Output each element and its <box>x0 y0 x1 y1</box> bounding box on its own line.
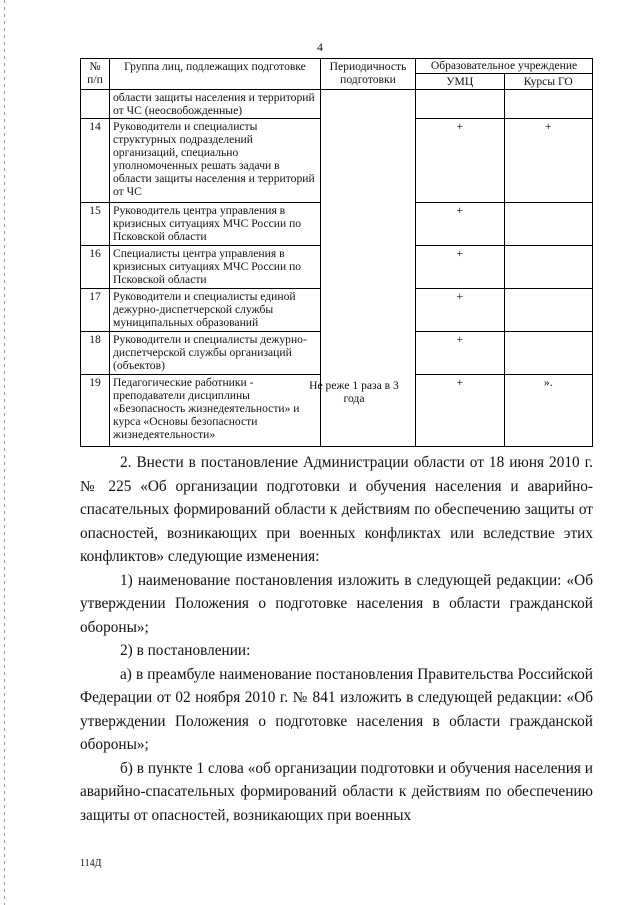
row-num: 16 <box>81 246 110 289</box>
table-header-row <box>81 59 593 74</box>
row-num: 18 <box>81 332 110 375</box>
period-text: Не реже 1 раза в 3 года <box>309 379 399 405</box>
row-go: ». <box>504 375 593 447</box>
row-num: 15 <box>81 203 110 246</box>
row-umc: + <box>416 246 505 289</box>
header-group: Группа лиц, подлежащих подготовке <box>110 59 321 90</box>
row-num: 17 <box>81 289 110 332</box>
row-umc <box>416 90 505 119</box>
header-umc: УМЦ <box>416 74 505 90</box>
row-group: Педагогические работники - преподаватели дисциплины «Безопасность жизнедеятельности» и курса «Основы безопасности жизнедеятельности» <box>110 375 321 447</box>
row-group: Руководители и специалисты структурных подразделений организаций, специально уполномоченных решать задачи в области защиты населения и территорий от ЧС <box>110 119 321 203</box>
row-go: + <box>504 119 593 203</box>
header-num: № п/п <box>81 59 110 90</box>
header-period: Периодичность подготовки <box>321 59 416 90</box>
table-row <box>81 90 593 119</box>
row-group: Руководители и специалисты дежурно-диспетчерской службы организаций (объектов) <box>110 332 321 375</box>
row-umc: + <box>416 289 505 332</box>
header-edu: Образовательное учреждение <box>416 59 593 74</box>
row-group: области защиты населения и территорий от ЧС (неосвобожденные) <box>110 90 321 119</box>
row-go <box>504 203 593 246</box>
row-go <box>504 332 593 375</box>
page-edge <box>4 0 5 905</box>
row-group: Руководители и специалисты единой дежурно-диспетчерской службы муниципальных образований <box>110 289 321 332</box>
row-go <box>504 246 593 289</box>
paragraph-2-2: 2) в постановлении: <box>120 642 251 659</box>
row-umc: + <box>416 375 505 447</box>
document-body <box>80 451 593 827</box>
row-umc: + <box>416 203 505 246</box>
paragraph-2-2a: а) в преамбуле наименование постановления Правительства Российской Федерации от 02 ноября 2010 г. № 841 изложить в следующей редакции: «Об утверждении Положения о подготовке населения в области гражданской обороны»; <box>80 665 593 753</box>
row-group: Руководитель центра управления в кризисных ситуациях МЧС России по Псковской области <box>110 203 321 246</box>
row-group: Специалисты центра управления в кризисных ситуациях МЧС России по Псковской области <box>110 246 321 289</box>
row-num <box>81 90 110 119</box>
row-num: 19 <box>81 375 110 447</box>
paragraph-2-1: 1) наименование постановления изложить в следующей редакции: «Об утверждении Положения о подготовке населения в области гражданской обороны»; <box>80 571 593 636</box>
header-go: Курсы ГО <box>504 74 593 90</box>
footer-code: 114Д <box>80 858 102 869</box>
row-umc: + <box>416 119 505 203</box>
paragraph-2: 2. Внести в постановление Администрации области от 18 июня 2010 г. № 225 «Об организации подготовки и обучения населения и аварийно-спасательных формирований области к действиям по обеспечению защиты от опасностей, возникающих при военных конфликтах или вследствие этих конфликтов» следующие изменения: <box>80 454 593 565</box>
row-umc: + <box>416 332 505 375</box>
row-num: 14 <box>81 119 110 203</box>
page-number: 4 <box>317 40 323 54</box>
paragraph-2-2b: б) в пункте 1 слова «об организации подготовки и обучения населения и аварийно-спасательных формирований области к действиям по обеспечению защиты от опасностей, возникающих при военных <box>80 759 593 824</box>
row-go <box>504 289 593 332</box>
row-go <box>504 90 593 119</box>
